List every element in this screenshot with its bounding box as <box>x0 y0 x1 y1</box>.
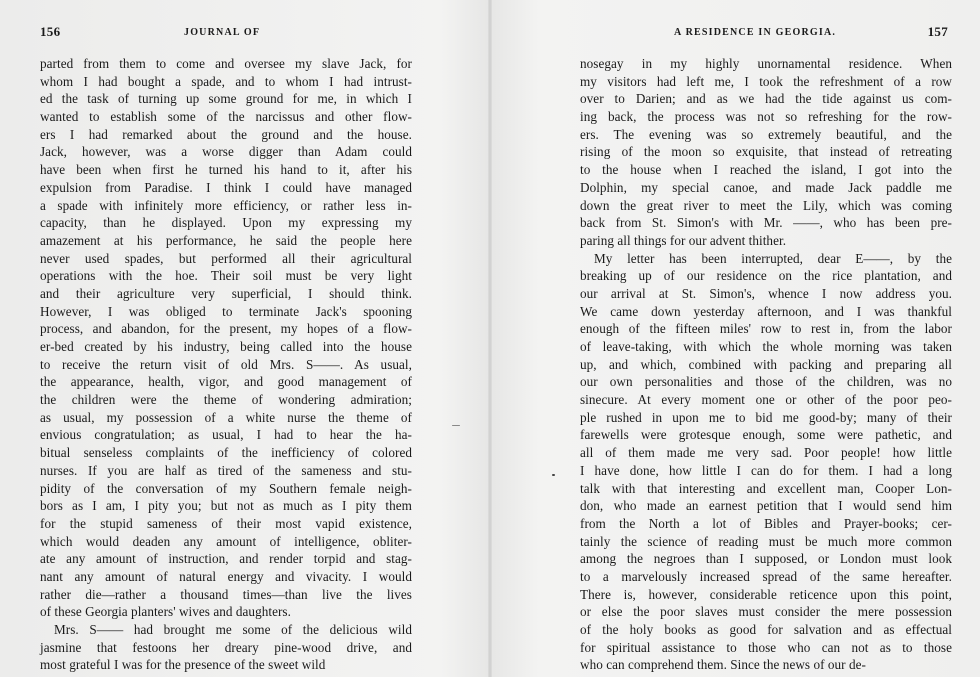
text-line: to receive the return visit of old Mrs. S——. As usual, <box>40 356 412 372</box>
text-line: amazement at his performance, he said the people here <box>40 232 412 248</box>
text-line: and their agriculture very superficial, I should think. <box>40 285 412 301</box>
text-line: from the North a lot of Bibles and Prayer-books; cer- <box>580 515 952 531</box>
text-line: ple rushed in upon me to bid me good-by; many of their <box>580 409 952 425</box>
text-line: bors as I am, I pity you; but not as much as I pity them <box>40 498 412 514</box>
text-line: breaking up of our residence on the rice plantation, and <box>580 268 952 284</box>
text-line: There is, however, considerable reticence upon this point, <box>580 586 952 602</box>
text-line: our arrival at St. Simon's, whence I now address you. <box>580 285 952 301</box>
text-line: never used spades, but performed all their agricultural <box>40 250 412 266</box>
text-line: rather die—rather a thousand times—than live the lives <box>40 586 412 602</box>
text-line: which would deaden any amount of intelligence, obliter- <box>40 533 412 549</box>
text-line: ers I had remarked about the ground and the house. <box>40 126 412 142</box>
text-line: jasmine that festoons her dreary pine-wood drive, and <box>40 639 412 655</box>
text-line: who can comprehend them. Since the news of our de- <box>580 657 866 673</box>
book-gutter <box>488 0 492 677</box>
text-line: our own personalities and those of the children, was no <box>580 374 952 390</box>
text-line: up, and which, combined with packing and preparing all <box>580 356 952 372</box>
text-line: bitual senseless complaints of the inefficiency of colored <box>40 445 412 461</box>
text-line: nurses. If you are half as tired of the sameness and stu- <box>40 462 412 478</box>
text-line: of leave-taking, with which the whole morning was taken <box>580 339 952 354</box>
text-line: nant any amount of natural energy and vivacity. I would <box>40 568 412 584</box>
text-line: envious congratulation; as usual, I had to hear the ha- <box>40 427 412 443</box>
text-line: ed the task of turning up some ground for me, in which I <box>40 91 412 107</box>
text-line: among the negroes than I supposed, or London must look <box>580 551 952 567</box>
text-line: back from St. Simon's with Mr. ——, who has been pre- <box>580 215 952 231</box>
text-line: over to Darien; and as we had the tide against us com- <box>580 91 952 107</box>
text-line: for the stupid sameness of their most vapid existence, <box>40 515 412 531</box>
text-line: the appearance, health, vigor, and good management of <box>40 374 412 390</box>
text-line: tainly the science of reading must be much more common <box>580 533 952 549</box>
text-line: enough of the fifteen miles' row to rest in, from the labor <box>580 321 952 337</box>
text-line: capacity, than he displayed. Upon my expressing my <box>40 215 412 231</box>
text-line: of these Georgia planters' wives and daughters. <box>40 604 291 620</box>
text-line: nosegay in my highly unornamental residence. When <box>580 56 952 71</box>
text-line: sinecure. At every moment one or other of the poor peo- <box>580 392 952 408</box>
text-line: Dolphin, my special canoe, and made Jack paddle me <box>580 179 952 195</box>
text-line: wanted to establish some of the narcissus and other flow- <box>40 109 412 125</box>
text-line: ate any amount of instruction, and render torpid and stag- <box>40 551 412 567</box>
text-line: paring all things for our advent thither. <box>580 232 787 248</box>
text-line: Mrs. S—— had brought me some of the delicious wild <box>54 622 412 637</box>
text-line: to a marvelously increased spread of the same hereafter. <box>580 568 952 584</box>
text-line: for spiritual assistance to those who can not as to those <box>580 639 952 655</box>
text-line: My letter has been interrupted, dear E——, by the <box>594 250 952 266</box>
right-running-head <box>580 24 952 42</box>
text-line: pidity of the conversation of my Southern female neigh- <box>40 480 412 496</box>
text-line: of the holy books as good for salvation and as effectual <box>580 622 952 637</box>
scan-speck <box>452 425 460 426</box>
text-line: a spade with infinitely more efficiency, or rather less in- <box>40 197 412 213</box>
text-line: er-bed created by his industry, being called into the house <box>40 339 412 354</box>
text-line: the children were the theme of wondering admiration; <box>40 392 412 408</box>
text-line: whom I had bought a spade, and to whom I had intrust- <box>40 73 412 89</box>
text-line: farewells were grotesque enough, some were pathetic, and <box>580 427 952 443</box>
text-line: all of them made me very sad. Poor people! how little <box>580 445 952 461</box>
text-line: parted from them to come and oversee my slave Jack, for <box>40 56 412 71</box>
left-running-title: JOURNAL OF <box>184 27 261 38</box>
text-line: ers. The evening was so extremely beautiful, and the <box>580 126 952 142</box>
right-page-body <box>580 55 952 674</box>
text-line: rising of the moon so exquisite, that instead of retreating <box>580 144 952 160</box>
text-line: down the great river to meet the Lily, which was coming <box>580 197 952 213</box>
text-line: process, and abandon, for the present, my hopes of a flow- <box>40 321 412 337</box>
text-line: However, I was obliged to terminate Jack's spooning <box>40 303 412 319</box>
text-line: ing back, the process was not so refreshing for the row- <box>580 109 952 125</box>
text-line: We came down yesterday afternoon, and I was thankful <box>580 303 952 319</box>
text-line: expulsion from Paradise. I think I could have managed <box>40 179 412 195</box>
left-page-body <box>40 55 412 674</box>
text-line: Jack, however, was a worse digger than Adam could <box>40 144 412 160</box>
text-line: my visitors had left me, I took the refreshment of a row <box>580 73 952 89</box>
text-line: have been when first he turned his hand to it, after his <box>40 162 412 178</box>
text-line: as usual, my possession of a white nurse the theme of <box>40 409 412 425</box>
text-line: most grateful I was for the presence of the sweet wild <box>40 657 326 673</box>
right-page-number: 157 <box>927 24 948 39</box>
text-line: operations with the hoe. Their soil must be very light <box>40 268 412 284</box>
text-line: don, who made an earnest petition that I would send him <box>580 498 952 514</box>
right-running-title: A RESIDENCE IN GEORGIA. <box>674 27 837 38</box>
left-running-head <box>40 24 412 42</box>
text-line: to the house when I reached the island, I got into the <box>580 162 952 178</box>
left-page-number: 156 <box>40 24 61 39</box>
text-line: or else the poor slaves must consider the mere possession <box>580 604 952 620</box>
scan-speck <box>552 474 555 476</box>
text-line: I have done, how little I can do for them. I had a long <box>580 462 952 478</box>
text-line: talk with that interesting and excellent man, Cooper Lon- <box>580 480 952 496</box>
